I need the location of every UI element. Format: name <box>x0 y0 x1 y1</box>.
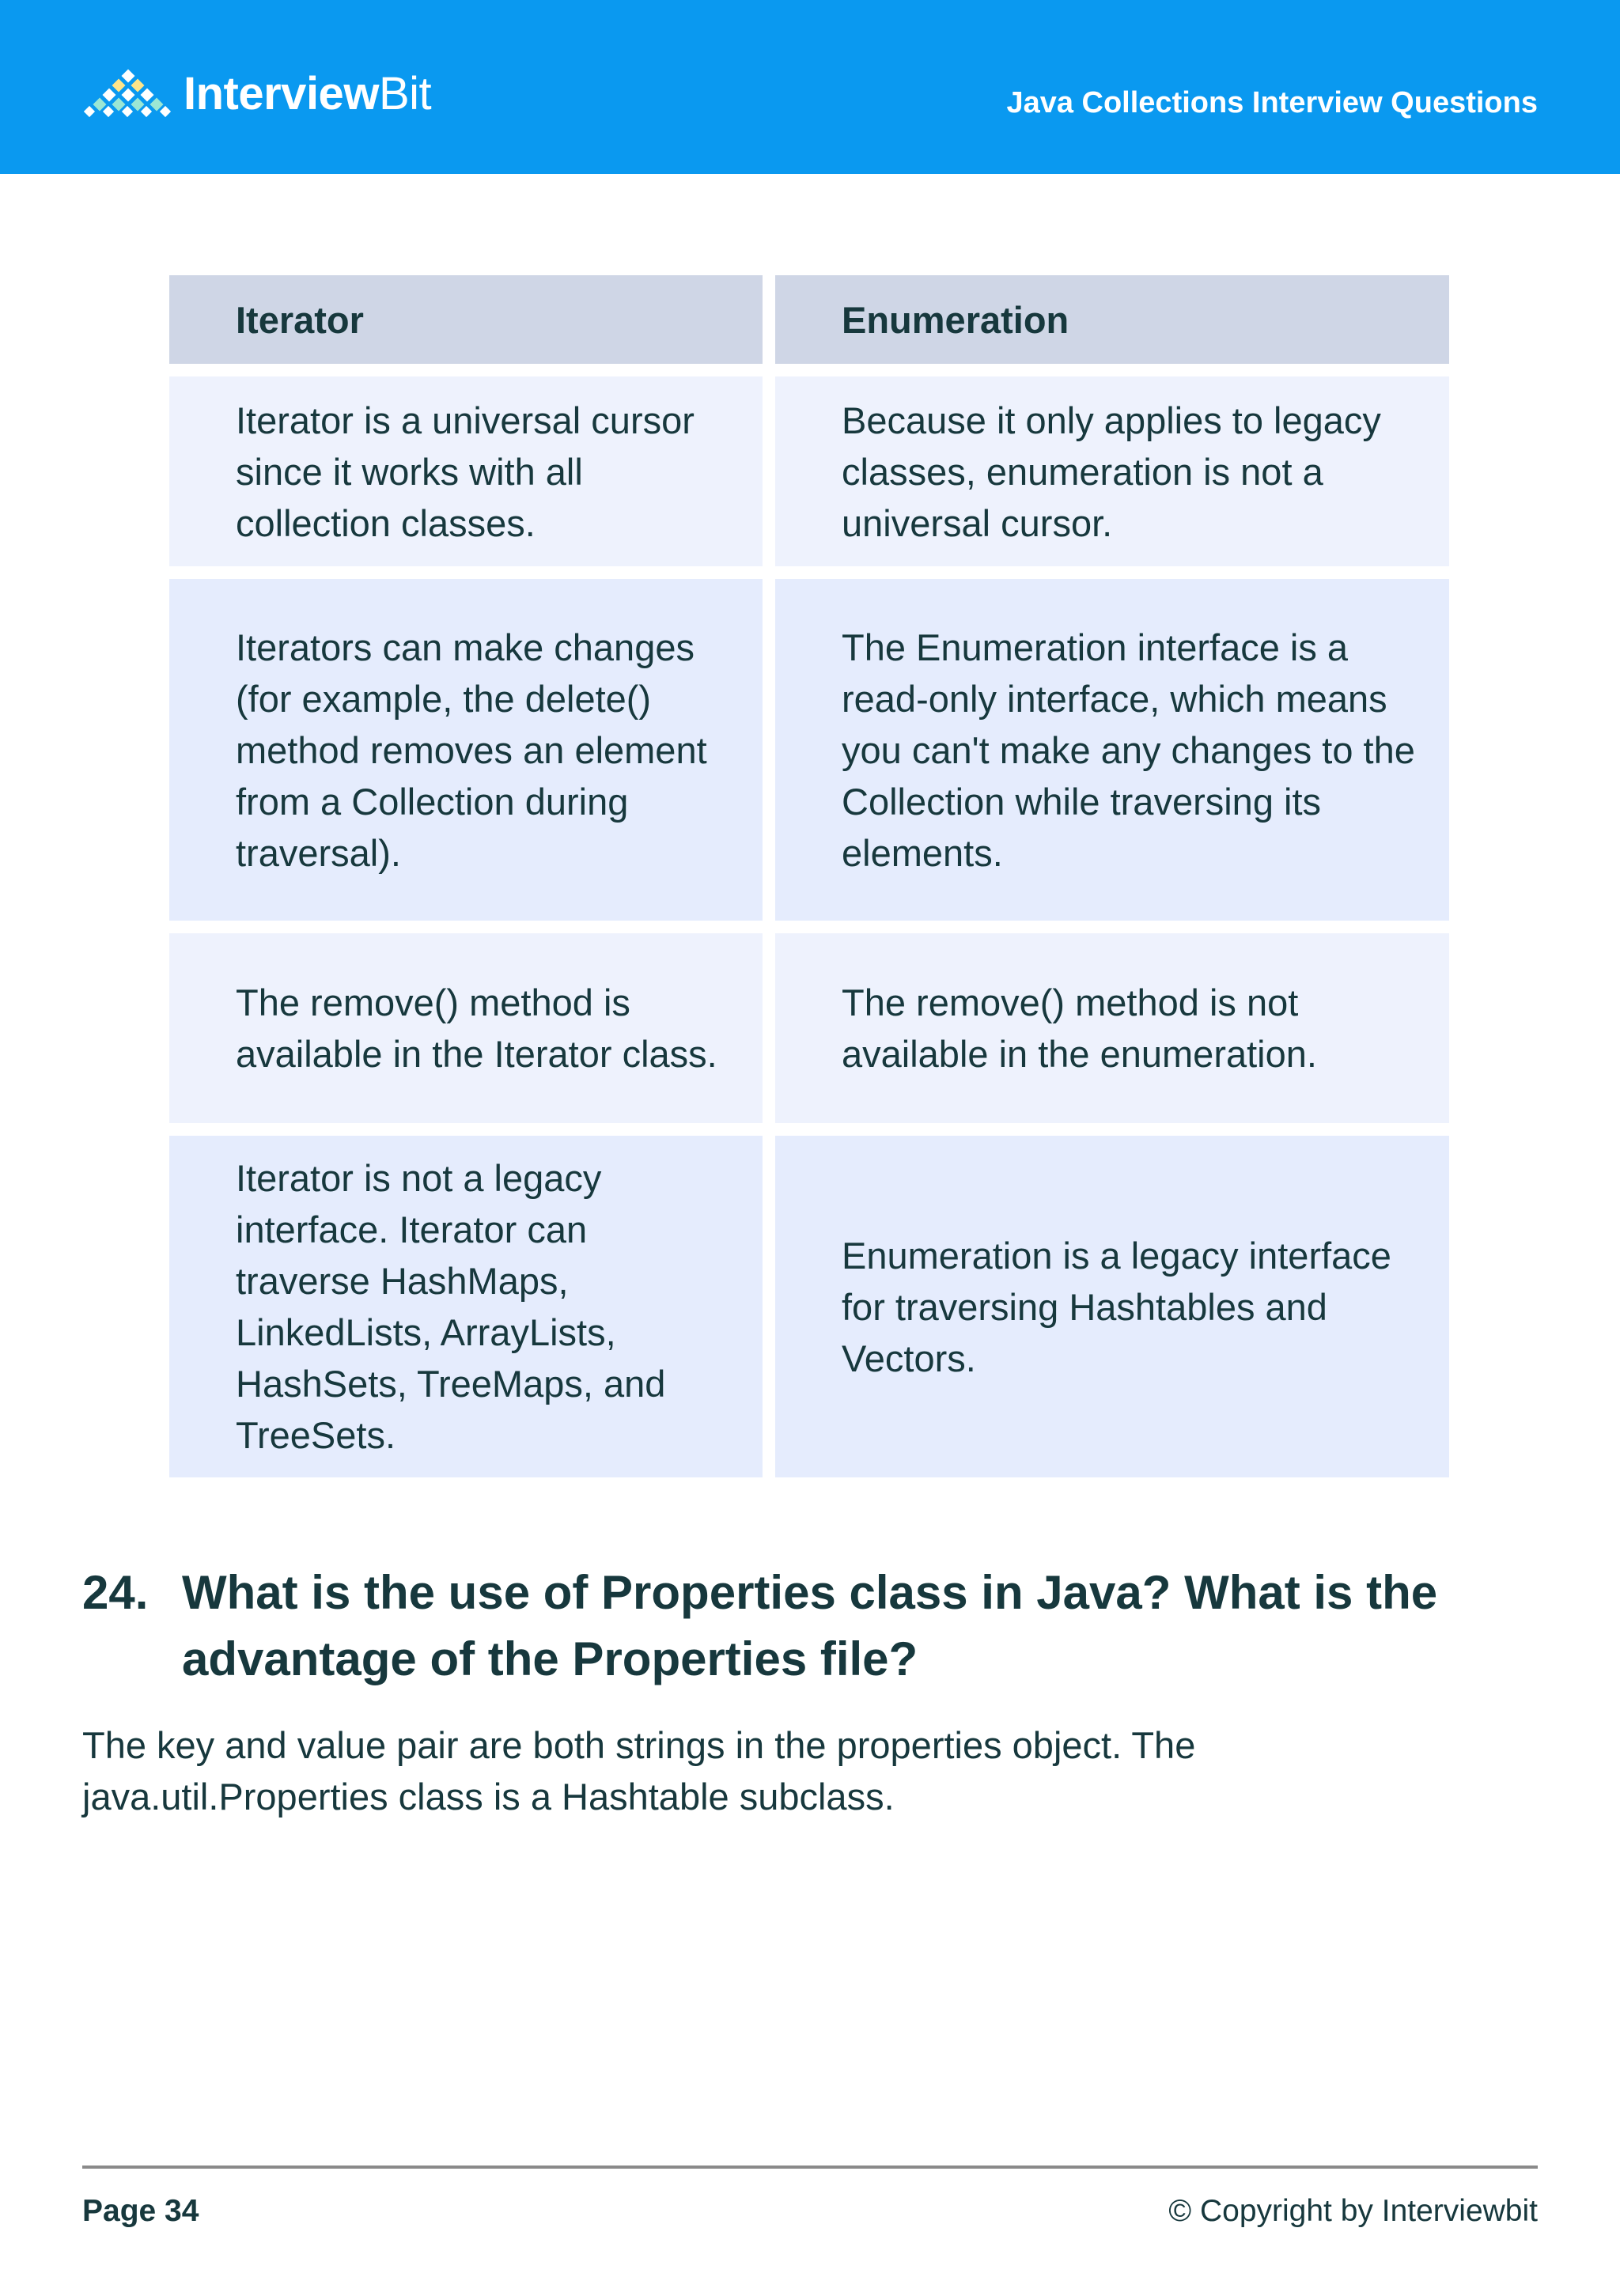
table-row <box>169 1136 1449 1477</box>
table-cell-enumeration: Because it only applies to legacy classes, enumeration is not a universal cursor. <box>775 376 1449 566</box>
interviewbit-logo-icon <box>84 66 172 122</box>
column-header-iterator: Iterator <box>169 275 763 364</box>
logo-word-bit: Bit <box>378 68 432 119</box>
table-cell-iterator: Iterator is a universal cursor since it works with all collection classes. <box>169 376 763 566</box>
interviewbit-logo <box>84 66 431 122</box>
document-title: Java Collections Interview Questions <box>1006 86 1538 119</box>
page-number: Page 34 <box>82 2194 199 2228</box>
question-heading <box>82 1560 1538 1693</box>
question-text: What is the use of Properties class in Java? What is the advantage of the Properties file? <box>182 1566 1438 1685</box>
copyright-notice: © Copyright by Interviewbit <box>1168 2194 1538 2228</box>
column-header-enumeration: Enumeration <box>775 275 1449 364</box>
table-cell-enumeration: The remove() method is not available in the enumeration. <box>775 933 1449 1123</box>
table-cell-iterator: Iterators can make changes (for example, the delete() method removes an element from a Collection during traversal). <box>169 579 763 921</box>
table-row <box>169 376 1449 566</box>
footer-divider <box>82 2166 1538 2169</box>
table-row <box>169 933 1449 1123</box>
answer-paragraph: The key and value pair are both strings in the properties object. The java.util.Properties class is a Hashtable subclass. <box>82 1724 1196 1818</box>
table-row <box>169 579 1449 921</box>
table-header-row <box>169 275 1449 364</box>
question-number: 24. <box>82 1566 149 1619</box>
table-cell-iterator: The remove() method is available in the Iterator class. <box>169 933 763 1123</box>
logo-wordmark <box>184 66 431 122</box>
iterator-vs-enumeration-table <box>157 263 1462 1490</box>
table-cell-enumeration: The Enumeration interface is a read-only interface, which means you can't make any changes to the Collection while traversing its elements. <box>775 579 1449 921</box>
table-cell-enumeration: Enumeration is a legacy interface for traversing Hashtables and Vectors. <box>775 1136 1449 1477</box>
table-cell-iterator: Iterator is not a legacy interface. Iterator can traverse HashMaps, LinkedLists, ArrayLists, HashSets, TreeMaps, and TreeSets. <box>169 1136 763 1477</box>
logo-word-interview: Interview <box>184 68 379 119</box>
page-header <box>0 0 1620 174</box>
